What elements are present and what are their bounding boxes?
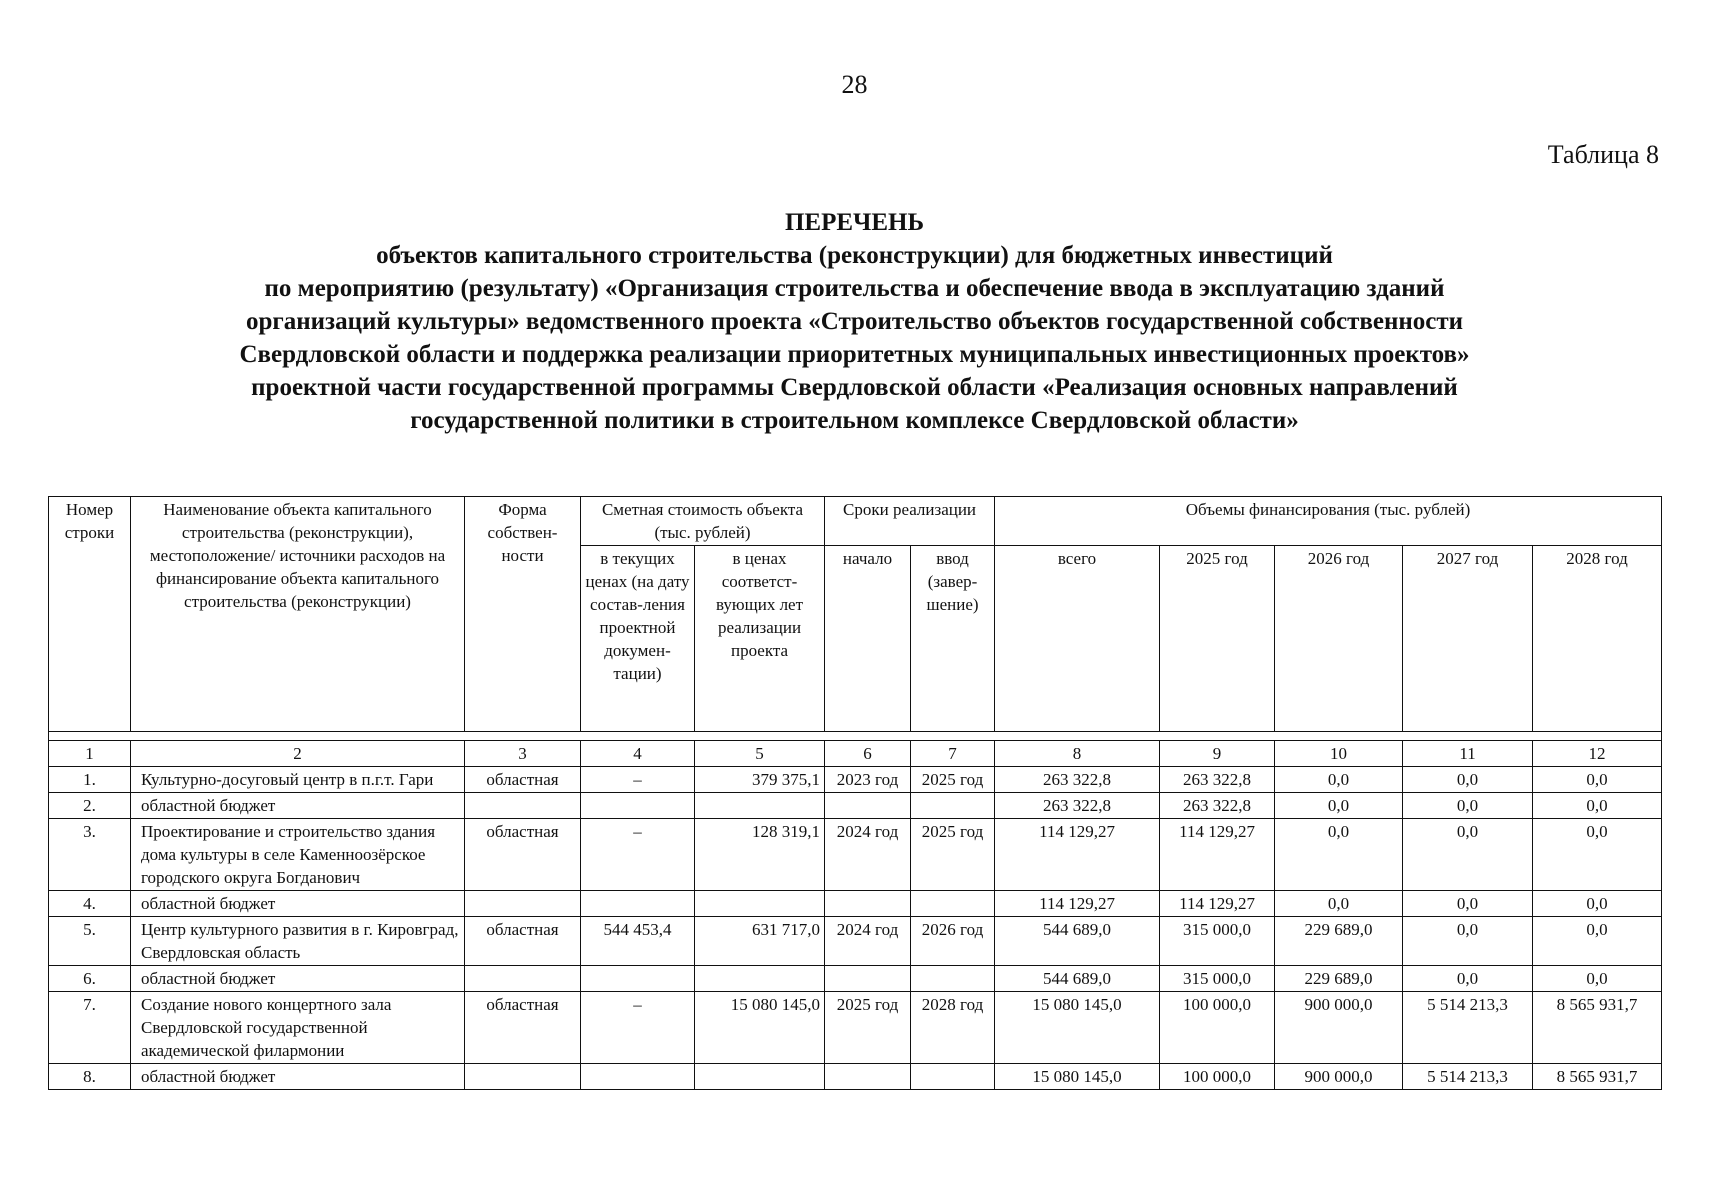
table-row: [49, 793, 1662, 819]
ownership-form: [465, 966, 581, 992]
start-year: [825, 1064, 911, 1090]
funding-2028: 0,0: [1533, 891, 1662, 917]
header-funding: Объемы финансирования (тыс. рублей): [995, 497, 1662, 546]
start-year: [825, 966, 911, 992]
start-year: [825, 793, 911, 819]
end-year: 2025 год: [911, 767, 995, 793]
table-row: [49, 917, 1662, 966]
start-year: 2024 год: [825, 917, 911, 966]
funding-total: 15 080 145,0: [995, 1064, 1160, 1090]
row-number: 7.: [49, 992, 131, 1064]
funding-total: 263 322,8: [995, 767, 1160, 793]
funding-2025: 315 000,0: [1160, 917, 1275, 966]
header-2027: 2027 год: [1403, 546, 1533, 732]
column-number: 7: [911, 741, 995, 767]
funding-2026: 229 689,0: [1275, 966, 1403, 992]
funding-2027: 5 514 213,3: [1403, 992, 1533, 1064]
capital-construction-table: [48, 496, 1662, 1090]
funding-total: 15 080 145,0: [995, 992, 1160, 1064]
page-number: 28: [841, 70, 868, 99]
funding-2025: 263 322,8: [1160, 793, 1275, 819]
object-name: Создание нового концертного зала Свердловской государственной академической филармонии: [131, 992, 465, 1064]
funding-2027: 0,0: [1403, 891, 1533, 917]
estimate-current: [581, 966, 695, 992]
ownership-form: [465, 1064, 581, 1090]
funding-2026: 0,0: [1275, 891, 1403, 917]
row-number: 5.: [49, 917, 131, 966]
funding-2026: 0,0: [1275, 819, 1403, 891]
estimate-current: –: [581, 819, 695, 891]
column-number: 1: [49, 741, 131, 767]
funding-2025: 100 000,0: [1160, 992, 1275, 1064]
object-name: областной бюджет: [131, 966, 465, 992]
header-estimate-years: в ценах соответст-вующих лет реализации проекта: [695, 546, 825, 732]
header-2026: 2026 год: [1275, 546, 1403, 732]
end-year: [911, 1064, 995, 1090]
row-number: 1.: [49, 767, 131, 793]
funding-2028: 8 565 931,7: [1533, 992, 1662, 1064]
estimate-years: 15 080 145,0: [695, 992, 825, 1064]
ownership-form: [465, 891, 581, 917]
header-2028: 2028 год: [1533, 546, 1662, 732]
funding-total: 544 689,0: [995, 917, 1160, 966]
header-terms: Сроки реализации: [825, 497, 995, 546]
estimate-current: [581, 891, 695, 917]
funding-total: 263 322,8: [995, 793, 1160, 819]
end-year: 2028 год: [911, 992, 995, 1064]
table-row: [49, 1064, 1662, 1090]
header-total: всего: [995, 546, 1160, 732]
funding-2025: 114 129,27: [1160, 819, 1275, 891]
row-number: 4.: [49, 891, 131, 917]
ownership-form: областная: [465, 992, 581, 1064]
funding-2027: 0,0: [1403, 917, 1533, 966]
ownership-form: областная: [465, 917, 581, 966]
row-number: 3.: [49, 819, 131, 891]
funding-2028: 0,0: [1533, 917, 1662, 966]
object-name: Культурно-досуговый центр в п.г.т. Гари: [131, 767, 465, 793]
estimate-current: –: [581, 992, 695, 1064]
estimate-years: 631 717,0: [695, 917, 825, 966]
start-year: [825, 891, 911, 917]
funding-2027: 0,0: [1403, 966, 1533, 992]
title-line: по мероприятию (результату) «Организация строительства и обеспечение ввода в эксплуатацию зданий: [264, 275, 1445, 302]
title-line: объектов капитального строительства (реконструкции) для бюджетных инвестиций: [376, 242, 1333, 269]
row-number: 8.: [49, 1064, 131, 1090]
funding-2026: 900 000,0: [1275, 1064, 1403, 1090]
column-number: 5: [695, 741, 825, 767]
document-title: [100, 206, 1609, 437]
header-terms-end: ввод (завер-шение): [911, 546, 995, 732]
estimate-current: –: [581, 767, 695, 793]
end-year: [911, 793, 995, 819]
column-number: 6: [825, 741, 911, 767]
table-row: [49, 966, 1662, 992]
estimate-current: [581, 793, 695, 819]
title-line: государственной политики в строительном комплексе Свердловской области»: [410, 407, 1299, 434]
funding-2026: 0,0: [1275, 767, 1403, 793]
estimate-current: 544 453,4: [581, 917, 695, 966]
ownership-form: [465, 793, 581, 819]
estimate-years: [695, 1064, 825, 1090]
title-line: проектной части государственной программы Свердловской области «Реализация основных направлений: [251, 374, 1458, 401]
title-line: Свердловской области и поддержка реализации приоритетных муниципальных инвестиционных проектов»: [239, 341, 1470, 368]
row-number: 2.: [49, 793, 131, 819]
column-number: 11: [1403, 741, 1533, 767]
funding-2025: 315 000,0: [1160, 966, 1275, 992]
funding-2025: 263 322,8: [1160, 767, 1275, 793]
row-number: 6.: [49, 966, 131, 992]
column-number: 8: [995, 741, 1160, 767]
object-name: Центр культурного развития в г. Кировград, Свердловская область: [131, 917, 465, 966]
funding-2026: 0,0: [1275, 793, 1403, 819]
funding-2028: 0,0: [1533, 819, 1662, 891]
funding-total: 114 129,27: [995, 819, 1160, 891]
estimate-years: 379 375,1: [695, 767, 825, 793]
header-terms-start: начало: [825, 546, 911, 732]
ownership-form: областная: [465, 819, 581, 891]
title-line: ПЕРЕЧЕНЬ: [784, 209, 925, 236]
ownership-form: областная: [465, 767, 581, 793]
column-number: 4: [581, 741, 695, 767]
estimate-years: [695, 793, 825, 819]
header-row: [49, 497, 1662, 546]
estimate-current: [581, 1064, 695, 1090]
table-row: [49, 891, 1662, 917]
funding-2028: 0,0: [1533, 966, 1662, 992]
column-number: 12: [1533, 741, 1662, 767]
table-label: Таблица 8: [1547, 140, 1659, 169]
funding-2025: 114 129,27: [1160, 891, 1275, 917]
estimate-years: [695, 891, 825, 917]
header-ownership: Форма собствен-ности: [465, 497, 581, 732]
estimate-years: 128 319,1: [695, 819, 825, 891]
end-year: [911, 966, 995, 992]
funding-2027: 0,0: [1403, 793, 1533, 819]
funding-2026: 900 000,0: [1275, 992, 1403, 1064]
column-number: 10: [1275, 741, 1403, 767]
column-number: 9: [1160, 741, 1275, 767]
funding-2028: 0,0: [1533, 767, 1662, 793]
object-name: областной бюджет: [131, 1064, 465, 1090]
funding-total: 114 129,27: [995, 891, 1160, 917]
start-year: 2024 год: [825, 819, 911, 891]
header-2025: 2025 год: [1160, 546, 1275, 732]
end-year: 2025 год: [911, 819, 995, 891]
estimate-years: [695, 966, 825, 992]
column-number-row: [49, 741, 1662, 767]
funding-2027: 5 514 213,3: [1403, 1064, 1533, 1090]
column-number: 3: [465, 741, 581, 767]
funding-2026: 229 689,0: [1275, 917, 1403, 966]
header-row-num: Номер строки: [49, 497, 131, 732]
object-name: областной бюджет: [131, 793, 465, 819]
funding-2025: 100 000,0: [1160, 1064, 1275, 1090]
table-row: [49, 767, 1662, 793]
end-year: [911, 891, 995, 917]
start-year: 2025 год: [825, 992, 911, 1064]
object-name: областной бюджет: [131, 891, 465, 917]
title-line: организаций культуры» ведомственного проекта «Строительство объектов государственной собственности: [245, 308, 1464, 335]
table-row: [49, 992, 1662, 1064]
funding-total: 544 689,0: [995, 966, 1160, 992]
funding-2028: 8 565 931,7: [1533, 1064, 1662, 1090]
object-name: Проектирование и строительство здания дома культуры в селе Каменноозёрское городского округа Богданович: [131, 819, 465, 891]
table-body: [49, 767, 1662, 1090]
funding-2027: 0,0: [1403, 819, 1533, 891]
start-year: 2023 год: [825, 767, 911, 793]
funding-2027: 0,0: [1403, 767, 1533, 793]
table-row: [49, 819, 1662, 891]
header-estimate: Сметная стоимость объекта (тыс. рублей): [581, 497, 825, 546]
column-number: 2: [131, 741, 465, 767]
end-year: 2026 год: [911, 917, 995, 966]
funding-2028: 0,0: [1533, 793, 1662, 819]
header-separator: [49, 732, 1662, 741]
header-estimate-current: в текущих ценах (на дату состав-ления проектной докумен-тации): [581, 546, 695, 732]
header-name: Наименование объекта капитального строительства (реконструкции), местоположение/ источники расходов на финансирование объекта капитального строительства (реконструкции): [131, 497, 465, 732]
